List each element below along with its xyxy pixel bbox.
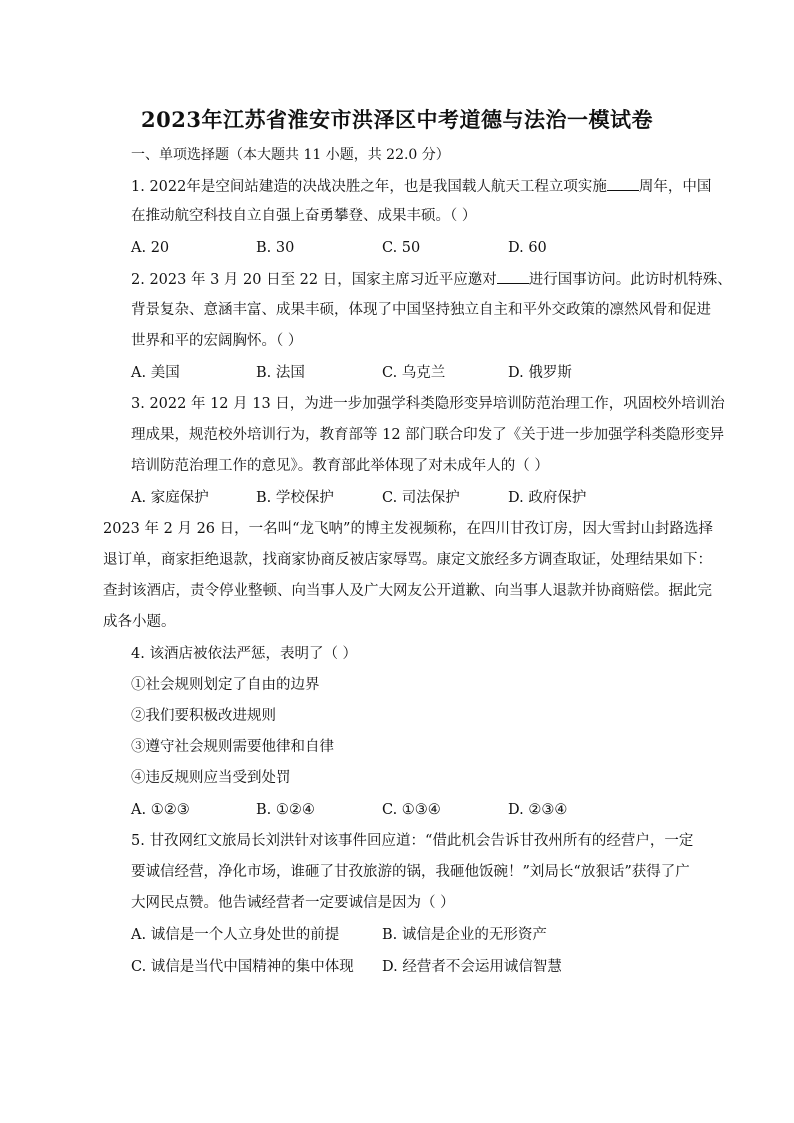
question-1-text-b: 周年，中国 bbox=[638, 179, 712, 195]
answer-blank bbox=[497, 269, 529, 284]
question-1-option-d: D. 60 bbox=[508, 240, 547, 256]
question-4-option-c: C. ①③④ bbox=[382, 802, 441, 818]
material-line-4: 成各小题。 bbox=[103, 614, 176, 630]
question-2-option-d: D. 俄罗斯 bbox=[508, 365, 572, 381]
question-4-item-3: ③遵守社会规则需要他律和自律 bbox=[131, 739, 334, 755]
question-1-line-2: 在推动航空科技自立自强上奋勇攀登、成果丰硕。（ ） bbox=[131, 208, 477, 224]
question-5-line-2: 要诚信经营，净化市场，谁砸了甘孜旅游的锅，我砸他饭碗！”刘局长“放狠话”获得了广 bbox=[131, 864, 690, 880]
question-5-line-3: 大网民点赞。他告诫经营者一定要诚信是因为（ ） bbox=[131, 895, 455, 911]
question-4-option-b: B. ①②④ bbox=[256, 802, 315, 818]
question-4-option-a: A. ①②③ bbox=[131, 802, 190, 818]
material-line-1: 2023 年 2 月 26 日，一名叫“龙飞呐”的博主发视频称，在四川甘孜订房，因大雪封山封路选择 bbox=[103, 521, 713, 537]
question-2-option-a: A. 美国 bbox=[131, 365, 180, 381]
question-3-line-1: 3. 2022 年 12 月 13 日，为进一步加强学科类隐形变异培训防范治理工作，巩固校外培训治 bbox=[131, 396, 725, 412]
question-4-item-4: ④违反规则应当受到处罚 bbox=[131, 770, 291, 786]
question-2-line-3: 世界和平的宏阔胸怀。（ ） bbox=[131, 333, 303, 349]
question-4-option-d: D. ②③④ bbox=[508, 802, 568, 818]
question-3-option-a: A. 家庭保护 bbox=[131, 490, 209, 506]
question-1-text-a: 1. 2022年是空间站建造的决战决胜之年，也是我国载人航天工程立项实施 bbox=[131, 179, 607, 195]
question-5-option-c: C. 诚信是当代中国精神的集中体现 bbox=[131, 959, 354, 975]
question-5-option-b: B. 诚信是企业的无形资产 bbox=[382, 927, 547, 943]
question-2-option-c: C. 乌克兰 bbox=[382, 365, 446, 381]
question-4-item-2: ②我们要积极改进规则 bbox=[131, 708, 276, 724]
question-2-text-b: 进行国事访问。此访时机特殊、 bbox=[528, 272, 732, 288]
question-1-option-a: A. 20 bbox=[131, 240, 170, 256]
material-line-3: 查封该酒店，责令停业整顿、向当事人及广大网友公开道歉、向当事人退款并协商赔偿。据此完 bbox=[103, 583, 712, 599]
question-2-text-a: 2. 2023 年 3 月 20 日至 22 日，国家主席习近平应邀对 bbox=[131, 272, 497, 288]
question-5-option-a: A. 诚信是一个人立身处世的前提 bbox=[131, 927, 340, 943]
question-1-option-c: C. 50 bbox=[382, 240, 421, 256]
question-3-option-c: C. 司法保护 bbox=[382, 490, 460, 506]
question-2-option-b: B. 法国 bbox=[256, 365, 305, 381]
question-5-option-d: D. 经营者不会运用诚信智慧 bbox=[382, 959, 562, 975]
question-1-line-1 bbox=[131, 176, 711, 197]
question-2-line-1 bbox=[131, 269, 732, 290]
question-1-option-b: B. 30 bbox=[256, 240, 295, 256]
question-5-line-1: 5. 甘孜网红文旅局长刘洪针对该事件回应道：“借此机会告诉甘孜州所有的经营户，一定 bbox=[131, 833, 694, 849]
page-title: 2023年江苏省淮安市洪泽区中考道德与法治一模试卷 bbox=[141, 107, 653, 132]
question-3-line-3: 培训防范治理工作的意见》。教育部此举体现了对未成年人的（ ） bbox=[131, 458, 549, 474]
question-3-option-d: D. 政府保护 bbox=[508, 490, 587, 506]
question-4-line-1: 4. 该酒店被依法严惩，表明了（ ） bbox=[131, 646, 358, 662]
section-heading: 一、单项选择题（本大题共 11 小题，共 22.0 分） bbox=[131, 147, 450, 163]
material-line-2: 退订单，商家拒绝退款，找商家协商反被店家辱骂。康定文旅经多方调查取证，处理结果如下： bbox=[103, 552, 712, 568]
answer-blank bbox=[607, 176, 639, 191]
question-2-line-2: 背景复杂、意涵丰富、成果丰硕，体现了中国坚持独立自主和平外交政策的凛然风骨和促进 bbox=[131, 302, 711, 318]
question-4-item-1: ①社会规则划定了自由的边界 bbox=[131, 677, 320, 693]
question-3-option-b: B. 学校保护 bbox=[256, 490, 334, 506]
question-3-line-2: 理成果，规范校外培训行为，教育部等 12 部门联合印发了《关于进一步加强学科类隐形变异 bbox=[131, 427, 725, 443]
